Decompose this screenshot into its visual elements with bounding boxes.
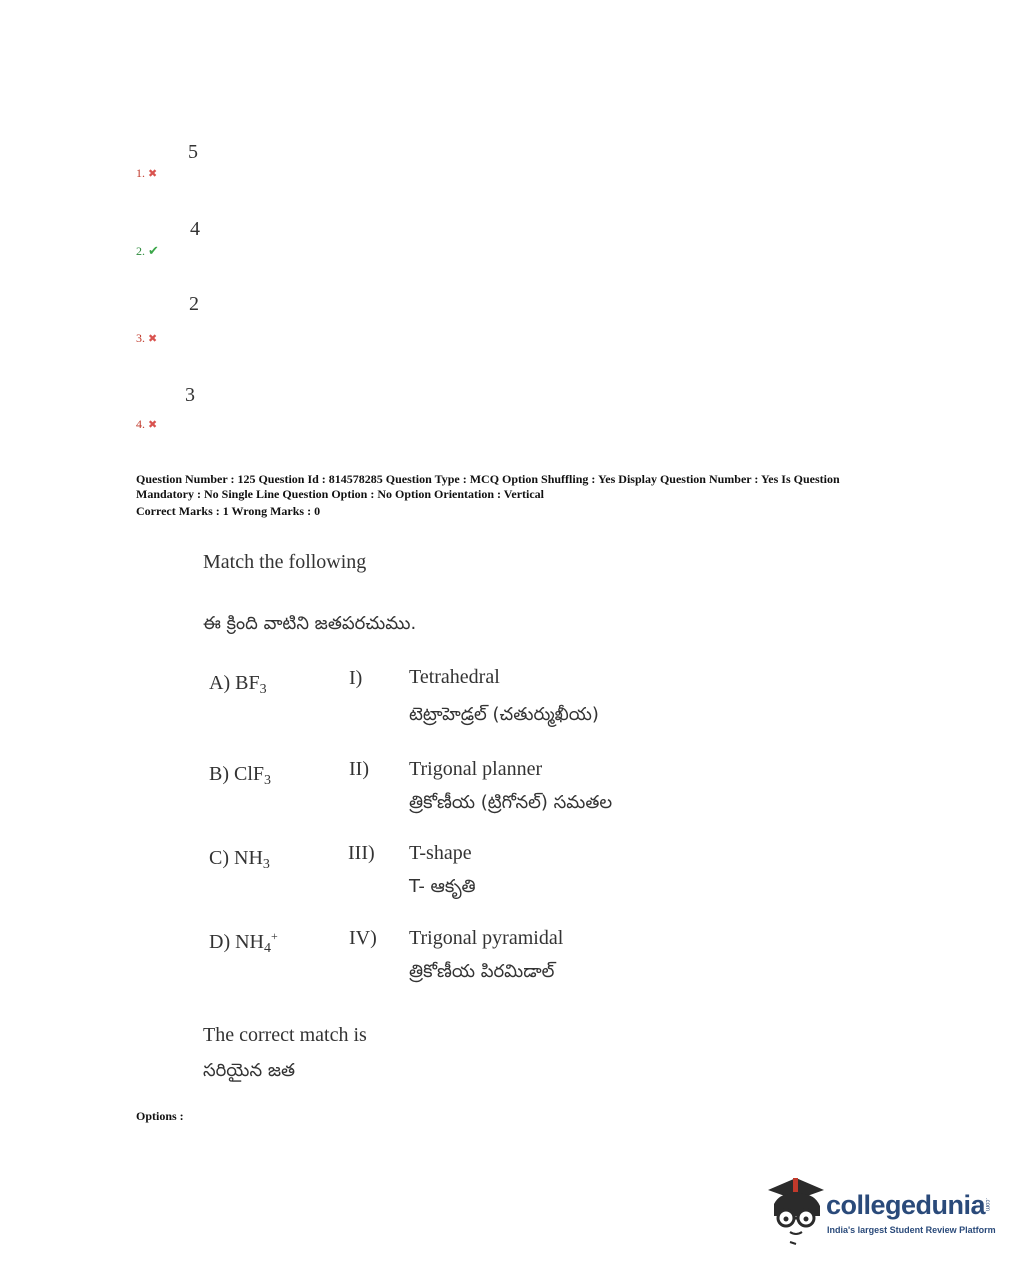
option-1-value: 5 <box>188 141 198 163</box>
meta-line-1: Question Number : 125 Question Id : 814578285 Question Type : MCQ Option Shuffling : Yes Display Question Number : Yes Is Question <box>136 472 840 486</box>
right-item-iv-en: Trigonal pyramidal <box>409 927 564 949</box>
question-footer-te: సరియైన జత <box>203 1060 295 1081</box>
right-item-ii-label: II) <box>349 758 369 780</box>
meta-line-2: Mandatory : No Single Line Question Option : No Option Orientation : Vertical <box>136 487 545 501</box>
left-item-d: D) $NH_4^+$ <box>209 929 278 956</box>
options-label: Options : <box>136 1109 184 1123</box>
right-item-i-en: Tetrahedral <box>409 666 500 688</box>
question-title-te: ఈ క్రింది వాటిని జతపరచుము. <box>203 613 417 634</box>
right-item-iii-label: III) <box>348 842 375 864</box>
option-3-number[interactable]: 3. ✖ <box>136 331 158 345</box>
question-title-en: Match the following <box>203 551 367 573</box>
right-item-iii-te: T- ఆకృతి <box>409 876 476 897</box>
wrong-icon: ✖ <box>148 168 158 180</box>
wrong-icon: ✖ <box>148 419 158 431</box>
left-item-c: C) $NH_3$ <box>209 847 270 872</box>
right-item-i-label: I) <box>349 667 363 689</box>
option-1-number[interactable]: 1. ✖ <box>136 166 158 180</box>
wrong-icon: ✖ <box>148 333 158 345</box>
right-item-ii-en: Trigonal planner <box>409 758 543 780</box>
checkmark-icon: ✔ <box>148 243 159 258</box>
mascot-icon <box>766 1176 826 1246</box>
right-item-iv-label: IV) <box>349 927 377 949</box>
brand-tagline: India's largest Student Review Platform <box>827 1225 996 1235</box>
collegedunia-logo[interactable] <box>766 1176 996 1246</box>
right-item-ii-te: త్రికోణీయ (ట్రిగోనల్) సమతల <box>409 792 613 813</box>
question-meta <box>136 472 916 519</box>
option-2-number[interactable]: 2. ✔ <box>136 243 159 258</box>
brand-name: collegedunia <box>826 1190 986 1220</box>
right-item-iii-en: T-shape <box>409 842 472 864</box>
meta-line-3: Correct Marks : 1 Wrong Marks : 0 <box>136 504 321 518</box>
left-item-a: A) $BF_3$ <box>209 672 267 697</box>
question-footer-en: The correct match is <box>203 1024 367 1046</box>
option-3-value: 2 <box>189 293 199 315</box>
right-item-iv-te: త్రికోణీయ పిరమిడాల్ <box>409 961 555 982</box>
option-4-value: 3 <box>185 384 195 406</box>
option-4-number[interactable]: 4. ✖ <box>136 417 158 431</box>
right-item-i-te: టెట్రాహెడ్రల్ (చతుర్ముఖీయ) <box>409 704 599 725</box>
left-item-b: B) ClF$_3$ <box>209 763 272 788</box>
option-2-value: 4 <box>190 218 200 240</box>
brand-domain-suffix: .com <box>984 1198 990 1212</box>
